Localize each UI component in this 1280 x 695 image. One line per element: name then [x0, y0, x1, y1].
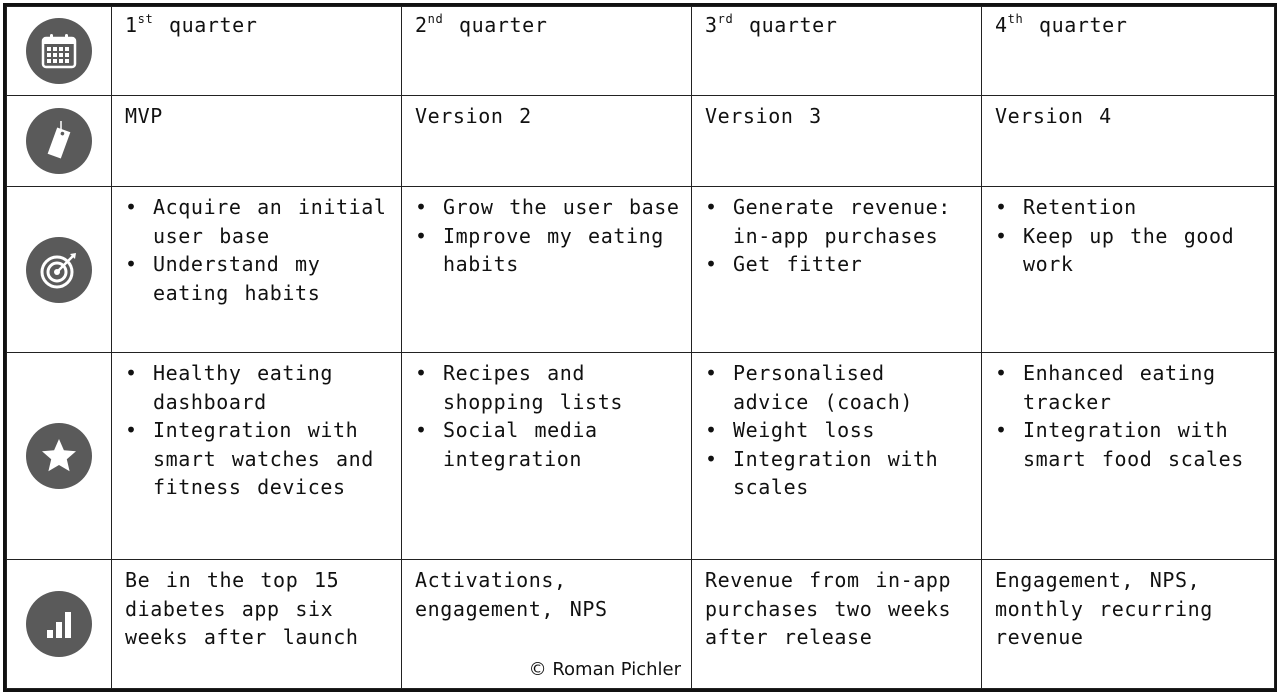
bar-chart-icon — [26, 591, 92, 657]
list-item: • Generate revenue: in-app purchases — [705, 193, 973, 250]
list-item: • Social media integration — [415, 416, 683, 473]
metrics-cell-4: Engagement, NPS, monthly recurring revenue — [982, 560, 1275, 689]
list-item: • Acquire an initial user base — [125, 193, 393, 250]
list-item: • Recipes and shopping lists — [415, 359, 683, 416]
quarter-cell-2: 2nd quarter — [402, 7, 692, 96]
row-icon-cell-metrics — [7, 560, 112, 689]
list-item: • Personalised advice (coach) — [705, 359, 973, 416]
row-goal — [7, 187, 1275, 353]
roadmap-frame — [3, 3, 1277, 692]
list-item: • Keep up the good work — [995, 222, 1266, 279]
list-item: • Weight loss — [705, 416, 973, 445]
version-cell-2: Version 2 — [402, 96, 692, 187]
version-cell-3: Version 3 — [692, 96, 982, 187]
copyright-notice: © Roman Pichler — [528, 659, 681, 680]
features-cell-4 — [982, 353, 1275, 560]
quarter-cell-1: 1st quarter — [112, 7, 402, 96]
target-icon — [26, 237, 92, 303]
list-item: • Integration with scales — [705, 445, 973, 502]
metrics-cell-3: Revenue from in-app purchases two weeks after release — [692, 560, 982, 689]
list-item: • Healthy eating dashboard — [125, 359, 393, 416]
row-features — [7, 353, 1275, 560]
list-item: • Retention — [995, 193, 1266, 222]
version-cell-1: MVP — [112, 96, 402, 187]
list-item: • Integration with smart food scales — [995, 416, 1266, 473]
product-roadmap-table — [6, 6, 1275, 689]
goal-cell-2 — [402, 187, 692, 353]
list-item: • Enhanced eating tracker — [995, 359, 1266, 416]
list-item: • Integration with smart watches and fitness devices — [125, 416, 393, 502]
star-icon — [26, 423, 92, 489]
tag-icon — [26, 108, 92, 174]
row-release — [7, 96, 1275, 187]
calendar-icon — [26, 18, 92, 84]
row-icon-cell-goal — [7, 187, 112, 353]
row-icon-cell-features — [7, 353, 112, 560]
metrics-cell-1: Be in the top 15 diabetes app six weeks after launch — [112, 560, 402, 689]
features-cell-1 — [112, 353, 402, 560]
row-icon-cell-date — [7, 7, 112, 96]
row-metrics — [7, 560, 1275, 689]
list-item: • Grow the user base — [415, 193, 683, 222]
row-icon-cell-release — [7, 96, 112, 187]
goal-cell-1 — [112, 187, 402, 353]
features-cell-3 — [692, 353, 982, 560]
list-item: • Get fitter — [705, 250, 973, 279]
list-item: • Understand my eating habits — [125, 250, 393, 307]
row-date — [7, 7, 1275, 96]
version-cell-4: Version 4 — [982, 96, 1275, 187]
features-cell-2 — [402, 353, 692, 560]
metrics-cell-2: Activations, engagement, NPS © Roman Pichler — [402, 560, 692, 689]
quarter-cell-3: 3rd quarter — [692, 7, 982, 96]
list-item: • Improve my eating habits — [415, 222, 683, 279]
goal-cell-4 — [982, 187, 1275, 353]
goal-cell-3 — [692, 187, 982, 353]
quarter-cell-4: 4th quarter — [982, 7, 1275, 96]
